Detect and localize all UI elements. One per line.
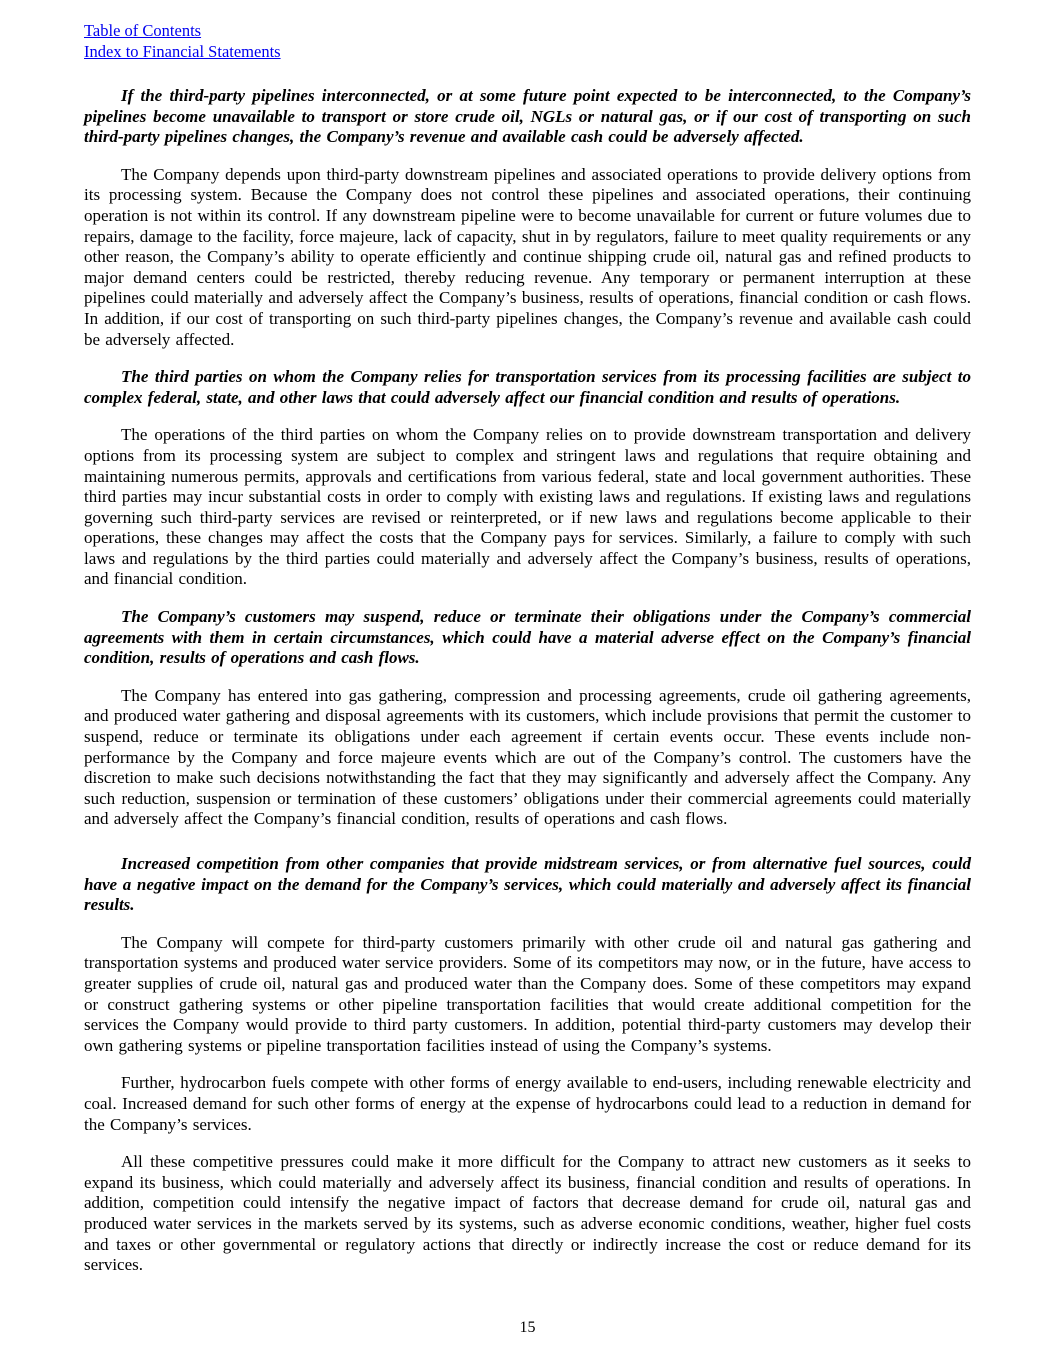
link-table-of-contents[interactable]: Table of Contents	[84, 21, 202, 40]
paragraph-competition: The Company will compete for third-party customers primarily with other crude oil and natural gas gathering and transportation systems and produced water service providers. Some of its competitors may now, or in the future, have access to greater supplies of crude oil, natural gas and produced water than the Company does. Some of these competitors may expand or construct gathering systems or other pipeline transportation facilities that would create additional competition for the services the Company would provide to third party customers. In addition, potential third-party customers may develop their own gathering systems or pipeline transportation facilities instead of using the Company’s systems.	[84, 932, 971, 1055]
paragraph-third-party-pipelines: The Company depends upon third-party downstream pipelines and associated operations to provide delivery options from its processing system. Because the Company does not control these pipelines and associated operations, their continuing operation is not within its control. If any downstream pipeline were to become unavailable for current or future volumes due to repairs, damage to the facility, force majeure, lack of capacity, shut in by regulators, failure to meet quality requirements or any other reason, the Company’s ability to operate efficiently and continue shipping crude oil, natural gas and refined products to major demand centers could be restricted, thereby reducing revenue. Any temporary or permanent interruption at these pipelines could materially and adversely affect the Company’s business, results of operations, financial condition or cash flows. In addition, if our cost of transporting on such third-party pipelines changes, the Company’s revenue and available cash could be adversely affected.	[84, 164, 971, 349]
page-number: 15	[519, 1319, 536, 1336]
document-body	[84, 86, 971, 1276]
risk-heading-third-party-laws: The third parties on whom the Company relies for transportation services from its processing facilities are subject to complex federal, state, and other laws that could adversely affect our financial condition and results of operations.	[84, 367, 971, 407]
risk-heading-third-party-pipelines: If the third-party pipelines interconnected, or at some future point expected to be interconnected, to the Company’s pipelines become unavailable to transport or store crude oil, NGLs or natural gas, or if our cost of transporting on such third-party pipelines changes, the Company’s revenue and available cash could be adversely affected.	[84, 86, 971, 147]
paragraph-third-party-laws: The operations of the third parties on whom the Company relies on to provide downstream transportation and delivery options from its processing system are subject to complex and stringent laws and regulations that require obtaining and maintaining numerous permits, approvals and certifications from various federal, state and local government authorities. These third parties may incur substantial costs in order to comply with existing laws and regulations. If existing laws and regulations governing such third-party services are revised or reinterpreted, or if new laws and regulations become applicable to their operations, these changes may affect the costs that the Company pays for services. Similarly, a failure to comply with such laws and regulations by the third parties could materially and adversely affect the Company’s business, results of operations, and financial condition.	[84, 425, 971, 589]
link-index-to-financial-statements[interactable]: Index to Financial Statements	[84, 42, 281, 61]
paragraph-competitive-pressures: All these competitive pressures could make it more difficult for the Company to attract new customers as it seeks to expand its business, which could materially and adversely affect its business, financial condition and results of operations. In addition, competition could intensify the negative impact of factors that decrease demand for crude oil, natural gas and produced water services in the markets served by its systems, such as adverse economic conditions, weather, higher fuel costs and taxes or other governmental or regulatory actions that directly or indirectly increase the cost or reduce demand for its services.	[84, 1152, 971, 1275]
paragraph-hydrocarbon-fuels: Further, hydrocarbon fuels compete with other forms of energy available to end-users, including renewable electricity and coal. Increased demand for such other forms of energy at the expense of hydrocarbons could lead to a reduction in demand for the Company’s services.	[84, 1073, 971, 1134]
header-links	[84, 20, 971, 62]
risk-heading-increased-competition: Increased competition from other companies that provide midstream services, or from alternative fuel sources, could have a negative impact on the demand for the Company’s services, which could materially and adversely affect its financial results.	[84, 854, 971, 915]
risk-heading-customer-obligations: The Company’s customers may suspend, reduce or terminate their obligations under the Company’s commercial agreements with them in certain circumstances, which could have a material adverse effect on the Company’s financial condition, results of operations and cash flows.	[84, 607, 971, 668]
paragraph-customer-obligations: The Company has entered into gas gathering, compression and processing agreements, crude oil gathering agreements, and produced water gathering and disposal agreements with its customers, which include provisions that permit the customer to suspend, reduce or terminate its obligations under each agreement if certain events occur. These events include non-performance by the Company and force majeure events which are out of the Company’s control. The customers have the discretion to make such decisions notwithstanding the fact that they may significantly and adversely affect the Company. Any such reduction, suspension or termination of these customers’ obligations under their commercial agreements could materially and adversely affect the Company’s financial condition, results of operations and cash flows.	[84, 685, 971, 829]
